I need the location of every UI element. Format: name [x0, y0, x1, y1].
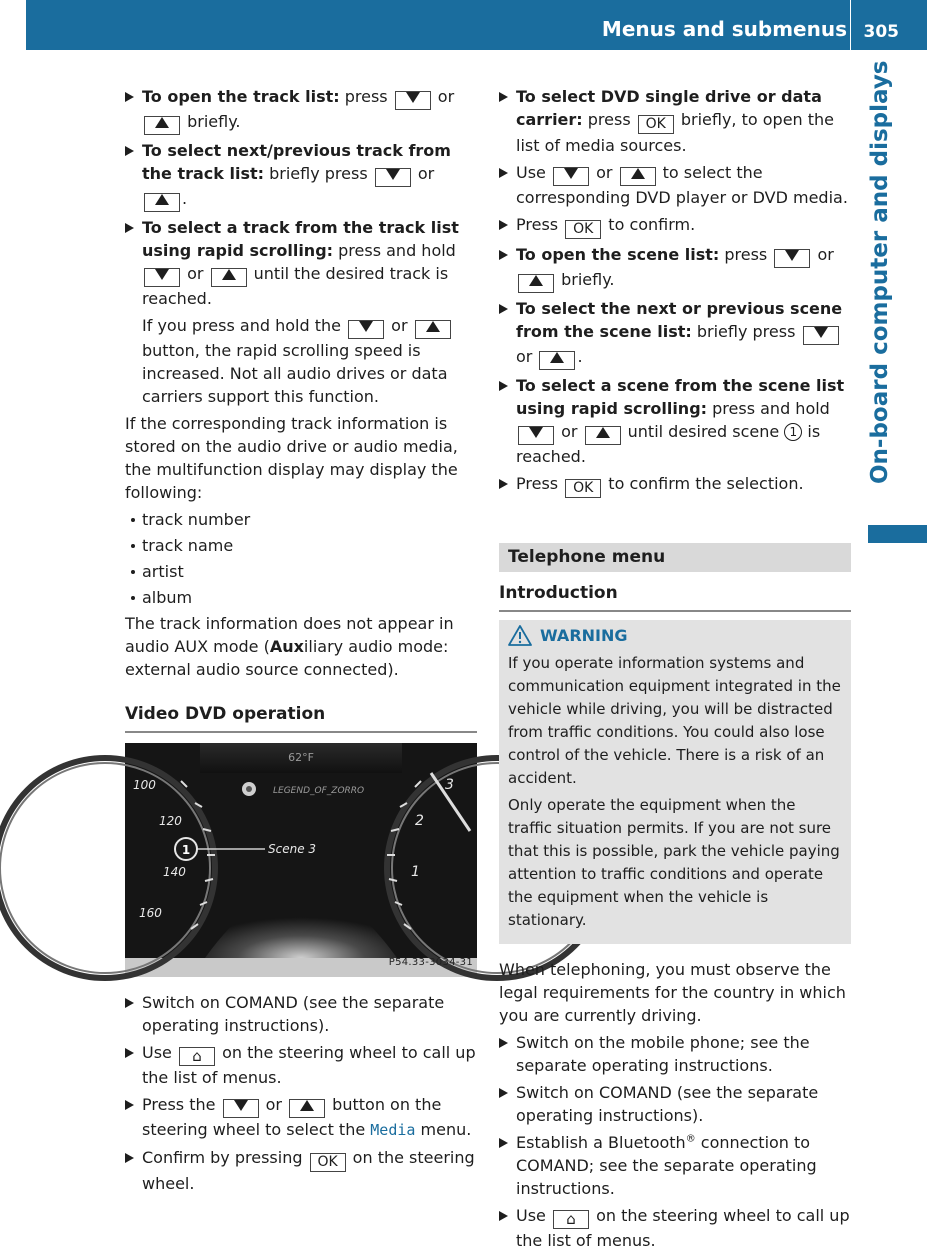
home-glyph: ⌂: [192, 1047, 202, 1065]
step-arrow-icon: [125, 998, 134, 1008]
figure-speed-tick: 100: [133, 778, 156, 792]
step-text: connection to COMAND; see the separate operating instructions.: [516, 1133, 817, 1198]
step-press-ok-confirm: [499, 213, 851, 239]
step-text: on the steering wheel to call up the list of menus.: [516, 1206, 850, 1250]
rapid-scrolling-note: [125, 314, 477, 408]
step-text: Switch on the mobile phone; see the separate operating instructions.: [516, 1033, 810, 1075]
step-text: or: [260, 1095, 288, 1114]
up-key-icon: [144, 116, 180, 135]
step-text: Use: [516, 163, 551, 182]
step-confirm-selection: [499, 472, 851, 498]
warning-header: [508, 624, 843, 647]
step-heading: To select a track from the track list using rapid scrolling:: [142, 218, 459, 260]
scene-marker-icon: 1: [784, 423, 802, 441]
telephone-menu-heading: Telephone menu: [499, 543, 851, 572]
warning-box: [499, 620, 851, 944]
left-column: [125, 85, 477, 1199]
figure-media-title: LEGEND_OF_ZORRO: [273, 786, 365, 796]
figure-scene-label: Scene 3: [268, 842, 317, 856]
note-text: If you press and hold the: [142, 316, 347, 335]
step-arrow-icon: [125, 1048, 134, 1058]
step-arrow-icon: [499, 1211, 508, 1221]
step-text: briefly press: [691, 322, 801, 341]
note-text: button, the rapid scrolling speed is increased. Not all audio drives or data carriers support this function.: [142, 341, 448, 406]
figure-speed-tick: 140: [163, 865, 186, 879]
step-select-dvd-player: [499, 161, 851, 209]
down-key-icon: [395, 91, 431, 110]
para-text: The track information does not appear in audio AUX mode (: [125, 614, 454, 656]
step-text: briefly.: [182, 112, 241, 131]
step-next-previous-scene: [499, 297, 851, 370]
para-bold: Aux: [269, 637, 304, 656]
step-arrow-icon: [499, 479, 508, 489]
down-key-icon: [348, 320, 384, 339]
step-text: until the desired track is reached.: [142, 264, 449, 308]
step-text: Press: [516, 215, 564, 234]
warning-text: If you operate information systems and communication equipment integrated in the vehicle while driving, you will be distracted from traffic conditions. You could also lose control of the vehicle. There is a risk of an accident.: [508, 654, 841, 787]
step-arrow-icon: [499, 1088, 508, 1098]
step-arrow-icon: [499, 1138, 508, 1148]
step-text: or: [516, 347, 538, 366]
step-call-up-menus: [499, 1204, 851, 1252]
step-rapid-scrolling-track: [125, 216, 477, 310]
instrument-cluster-figure: [125, 743, 477, 977]
step-text: button on the steering wheel to select the: [142, 1095, 442, 1139]
list-item-text: track number: [142, 510, 251, 529]
step-text: Use: [516, 1206, 551, 1225]
step-open-track-list: [125, 85, 477, 135]
step-heading: To select the next or previous scene from the scene list:: [516, 299, 843, 341]
step-text: press: [719, 245, 773, 264]
up-key-icon: [620, 167, 656, 186]
step-text: Establish a Bluetooth: [516, 1133, 686, 1152]
step-confirm-ok: [125, 1146, 477, 1195]
step-heading: To open the scene list:: [516, 245, 720, 264]
media-menu-label: Media: [370, 1121, 416, 1139]
home-key-icon: [179, 1047, 215, 1066]
step-text: press and hold: [707, 399, 830, 418]
step-text: Switch on COMAND (see the separate operating instructions).: [516, 1083, 819, 1125]
para-text: iliary audio mode: external audio source connected).: [125, 637, 449, 679]
step-arrow-icon: [499, 220, 508, 230]
up-key-icon: [539, 351, 575, 370]
figure-speed-tick: 160: [139, 906, 162, 920]
step-text: to confirm the selection.: [603, 474, 804, 493]
list-item: [125, 534, 477, 557]
step-text: briefly.: [556, 270, 615, 289]
aux-mode-paragraph: [125, 612, 477, 681]
warning-triangle-icon: [508, 625, 532, 646]
down-key-icon: [803, 326, 839, 345]
step-select-media-menu: [125, 1093, 477, 1142]
step-text: Press the: [142, 1095, 221, 1114]
down-key-icon: [518, 426, 554, 445]
step-text: menu.: [415, 1120, 472, 1139]
list-item-text: track name: [142, 536, 234, 555]
figure-rpm-tick: 1: [411, 864, 420, 880]
step-text: until desired scene: [622, 422, 785, 441]
step-text: or: [556, 422, 583, 441]
step-arrow-icon: [499, 381, 508, 391]
ok-key: OK: [310, 1153, 346, 1172]
telephoning-paragraph: When telephoning, you must observe the legal requirements for the country in which you are currently driving.: [499, 960, 846, 1025]
step-text: Switch on COMAND (see the separate operating instructions).: [142, 993, 445, 1035]
step-text: .: [577, 347, 583, 366]
down-key-icon: [375, 168, 411, 187]
list-item: [125, 508, 477, 531]
step-text: press and hold: [333, 241, 456, 260]
warning-label: WARNING: [540, 626, 628, 645]
step-text: briefly, to open the list of media sources.: [516, 110, 835, 155]
introduction-heading: Introduction: [499, 582, 851, 612]
figure-caption: P54.33-3034-31: [388, 957, 473, 968]
step-switch-on-phone: [499, 1031, 851, 1077]
step-arrow-icon: [125, 1153, 134, 1163]
up-key-icon: [518, 274, 554, 293]
down-key-icon: [144, 268, 180, 287]
step-open-scene-list: [499, 243, 851, 293]
down-key-icon: [223, 1099, 259, 1118]
ok-key: OK: [565, 479, 601, 498]
step-text: on the steering wheel.: [142, 1148, 475, 1193]
step-call-up-menus: [125, 1041, 477, 1089]
step-text: on the steering wheel to call up the list of menus.: [142, 1043, 476, 1087]
side-chapter-tab: [868, 525, 927, 543]
step-text: .: [182, 189, 188, 208]
up-key-icon: [415, 320, 451, 339]
list-item-text: album: [142, 588, 193, 607]
step-arrow-icon: [499, 1038, 508, 1048]
figure-marker: 1: [181, 843, 191, 857]
step-arrow-icon: [499, 92, 508, 102]
step-text: is reached.: [516, 422, 821, 466]
step-arrow-icon: [125, 223, 134, 233]
step-arrow-icon: [499, 168, 508, 178]
down-key-icon: [774, 249, 810, 268]
step-arrow-icon: [125, 92, 134, 102]
step-text: or: [590, 163, 618, 182]
page-section-title: Menus and submenus: [601, 17, 847, 41]
right-column: [499, 85, 851, 1256]
figure-speed-tick: 120: [159, 814, 182, 828]
step-arrow-icon: [499, 304, 508, 314]
track-info-paragraph: If the corresponding track information is stored on the audio drive or audio media, the multifunction display may display the following:: [125, 414, 458, 502]
registered-mark: ®: [685, 1133, 696, 1145]
video-dvd-heading: Video DVD operation: [125, 703, 477, 733]
step-heading: To select next/previous track from the track list:: [142, 141, 451, 183]
step-text: or: [412, 164, 435, 183]
step-text: or: [182, 264, 209, 283]
step-text: press: [582, 110, 636, 129]
header-divider: [850, 0, 851, 50]
step-arrow-icon: [499, 250, 508, 260]
up-key-icon: [289, 1099, 325, 1118]
step-text: to confirm.: [603, 215, 696, 234]
up-key-icon: [211, 268, 247, 287]
home-key-icon: [553, 1210, 589, 1229]
step-text: Press: [516, 474, 564, 493]
instrument-cluster-illustration: [125, 743, 477, 977]
step-heading: To select DVD single drive or data carrier:: [516, 87, 822, 129]
step-text: briefly press: [264, 164, 373, 183]
up-key-icon: [585, 426, 621, 445]
step-switch-on-comand: [125, 991, 477, 1037]
header-bar: [26, 0, 927, 50]
step-heading: To select a scene from the scene list using rapid scrolling:: [516, 376, 845, 418]
step-switch-on-comand: [499, 1081, 851, 1127]
step-next-previous-track: [125, 139, 477, 212]
figure-rpm-tick: 3: [445, 777, 454, 793]
step-text: press: [339, 87, 393, 106]
list-item: [125, 560, 477, 583]
figure-temperature: 62°F: [288, 751, 314, 764]
step-rapid-scrolling-scene: [499, 374, 851, 468]
note-text: or: [386, 316, 413, 335]
ok-key: OK: [565, 220, 601, 239]
step-arrow-icon: [125, 1100, 134, 1110]
step-text: Confirm by pressing: [142, 1148, 308, 1167]
step-heading: To open the track list:: [142, 87, 340, 106]
ok-key: OK: [638, 115, 674, 134]
figure-rpm-tick: 2: [415, 813, 424, 829]
down-key-icon: [553, 167, 589, 186]
side-chapter-title: On-board computer and displays: [867, 60, 893, 484]
step-text: Use: [142, 1043, 177, 1062]
up-key-icon: [144, 193, 180, 212]
step-select-dvd-drive: [499, 85, 851, 157]
home-glyph: ⌂: [566, 1210, 576, 1228]
warning-text: Only operate the equipment when the traffic situation permits. If you are not sure that this is possible, park the vehicle paying attention to traffic conditions and operate the equipment when the vehicle is stationary.: [508, 796, 840, 929]
page-number: 305: [863, 22, 899, 42]
step-text: or: [812, 245, 834, 264]
step-arrow-icon: [125, 146, 134, 156]
list-item: [125, 586, 477, 609]
list-item-text: artist: [142, 562, 184, 581]
step-text: to select the corresponding DVD player or DVD media.: [516, 163, 848, 207]
step-bluetooth-connection: [499, 1131, 851, 1200]
step-text: or: [432, 87, 455, 106]
